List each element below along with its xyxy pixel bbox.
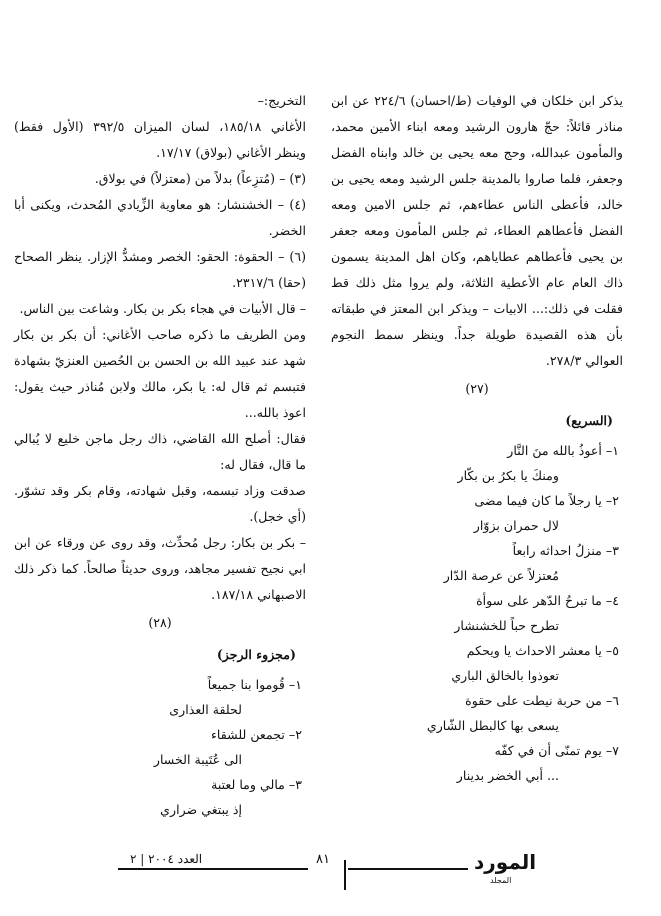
verse-3b: مُعتزلاً عن عرصة الدّار [443,568,559,583]
note-7: فقال: أصلح الله القاضي، ذاك رجل ماجن خليع لا يُبالي ما قال، فقال له: [14,431,306,472]
poem-number-28: (٢٨) [148,615,172,630]
verse-3a: ٣– منزلُ احداثه رابعاً [512,543,619,558]
verse-2b: لال حمران بزوّار [473,518,559,533]
verse-6b: يسعى بها كالبطل الشّاري [426,718,559,733]
notes-heading: التخريج:– [257,93,306,108]
verse-28-2a: ٢– تجمعن للشقاء [210,727,302,742]
verse-28-1b: لحلقة العذارى [169,702,242,717]
poem-28 [14,672,306,822]
verse-7a: ٧– يوم تمنّى أن في كفّه [494,743,619,758]
note-6: ومن الطريف ما ذكره صاحب الأغاني: أن بكر بن بكار شهد عند عبيد الله بن الحسن بن الحُصين العنزيّ بشهادة فتبسم ثم قال له: يا بكر، مالك ولابن مُناذر حيث يقول: اعوذ بالله... [14,327,306,420]
note-3: (٤) – الخشنشار: هو معاوية الزِّيادي المُحدث، ويكنى أبا الخضر. [14,197,306,238]
poem-number-27: (٢٧) [465,381,489,396]
verse-28-2b: الى عُتَيبة الخسار [153,752,242,767]
footer-rule-left [118,868,308,870]
issue-label: العدد ٢٠٠٤ | ٢ [130,852,203,866]
verse-2a: ٢– يا رجلاً ما كان فيما مضى [474,493,619,508]
verse-4a: ٤– ما تبرحُ الدّهر على سوأة [476,593,619,608]
meter-label: (السريع) [565,413,613,428]
journal-logo-sub: المجلد [490,876,512,885]
verse-1a: ١– أعوذُ بالله منَ النَّار [507,443,619,458]
poem-27 [331,438,623,788]
note-9: – بكر بن بكار: رجل مُحدِّث، وقد روى عن ورقاء عن ابن ابي نجيح تفسير مجاهد، وروى حديثاً صالحاً. كما ذكر ذلك الاصبهاني ١٨٧/١٨. [14,535,306,602]
verse-28-1a: ١– قُوموا بنا جميعاً [207,677,302,692]
note-8: صدقت وزاد تبسمه، وقبل شهادته، وقام بكر وقد تشوّر. (أي خجل). [14,483,306,524]
verse-1b: ومنكَ يا بكرُ بن بكّار [457,468,559,483]
left-column [14,88,306,822]
right-column [331,88,623,788]
page-footer [0,838,661,898]
journal-logo: المورد [474,850,537,874]
verse-4b: تطرح حباً للخشنشار [454,618,559,633]
verse-5b: تعوذوا بالخالق الباري [451,668,559,683]
note-1: الأغاني ١٨٥/١٨، لسان الميزان ٣٩٢/٥ (الأول فقط) وينظر الأغاني (بولاق) ١٧/١٧. [14,119,306,160]
page-number: ٨١ [316,852,330,867]
footer-rule-right [348,868,468,870]
verse-6a: ٦– من حربة نيطت على حقوة [465,693,619,708]
verse-5a: ٥– يا معشر الاحداث يا ويحكم [466,643,619,658]
footer-tick [344,860,346,890]
note-4: (٦) – الحقوة: الحقو: الخصر ومشدُّ الإزار. ينظر الصحاح (حقا) ٢٣١٧/٦. [14,249,306,290]
verse-28-3a: ٣– مالي وما لعتبة [211,777,302,792]
verse-7b: ... أبي الخضر بدينار [456,768,559,783]
verse-28-3b: إذ يبتغي ضراري [160,802,242,817]
note-2: (٣) – (مُتزِعاً) بدلاً من (معتزلاً) في بولاق. [94,171,306,186]
note-5: – قال الأبيات في هجاء بكر بن بكار. وشاعت بين الناس. [19,301,306,316]
meter-label-28: (مجزوء الرجز) [216,647,296,662]
intro-paragraph: يذكر ابن خلكان في الوفيات (ط/احسان) ٢٢٤/٦ عن ابن مناذر قائلاً: حجّ هارون الرشيد ومعه ابناء الأمين محمد، والمأمون عبدالله، وحج معه يحيى بن خالد وابناه الفضل وجعفر، فلما صاروا بالمدينة جلس الرشيد ومعه يحيى بن خالد، فأعطى الناس عطاءهم، ثم جلس الامين ومعه الفضل فأعطاهم العطاء، ثم جلس المأمون ومعه جعفر بن يحيى فأعطاهم عطاياهم، وكان اهل المدينة يسمون ذاك العام عام الأعطية الثلاثة، ولم يروا مثل ذلك قط فقلت في ذلك:... الابيات – ويذكر ابن المعتز في طبقاته بأن هذه القصيدة طويلة جداً. وينظر سمط النجوم العوالي ٢٧٨/٣. [331,93,623,368]
